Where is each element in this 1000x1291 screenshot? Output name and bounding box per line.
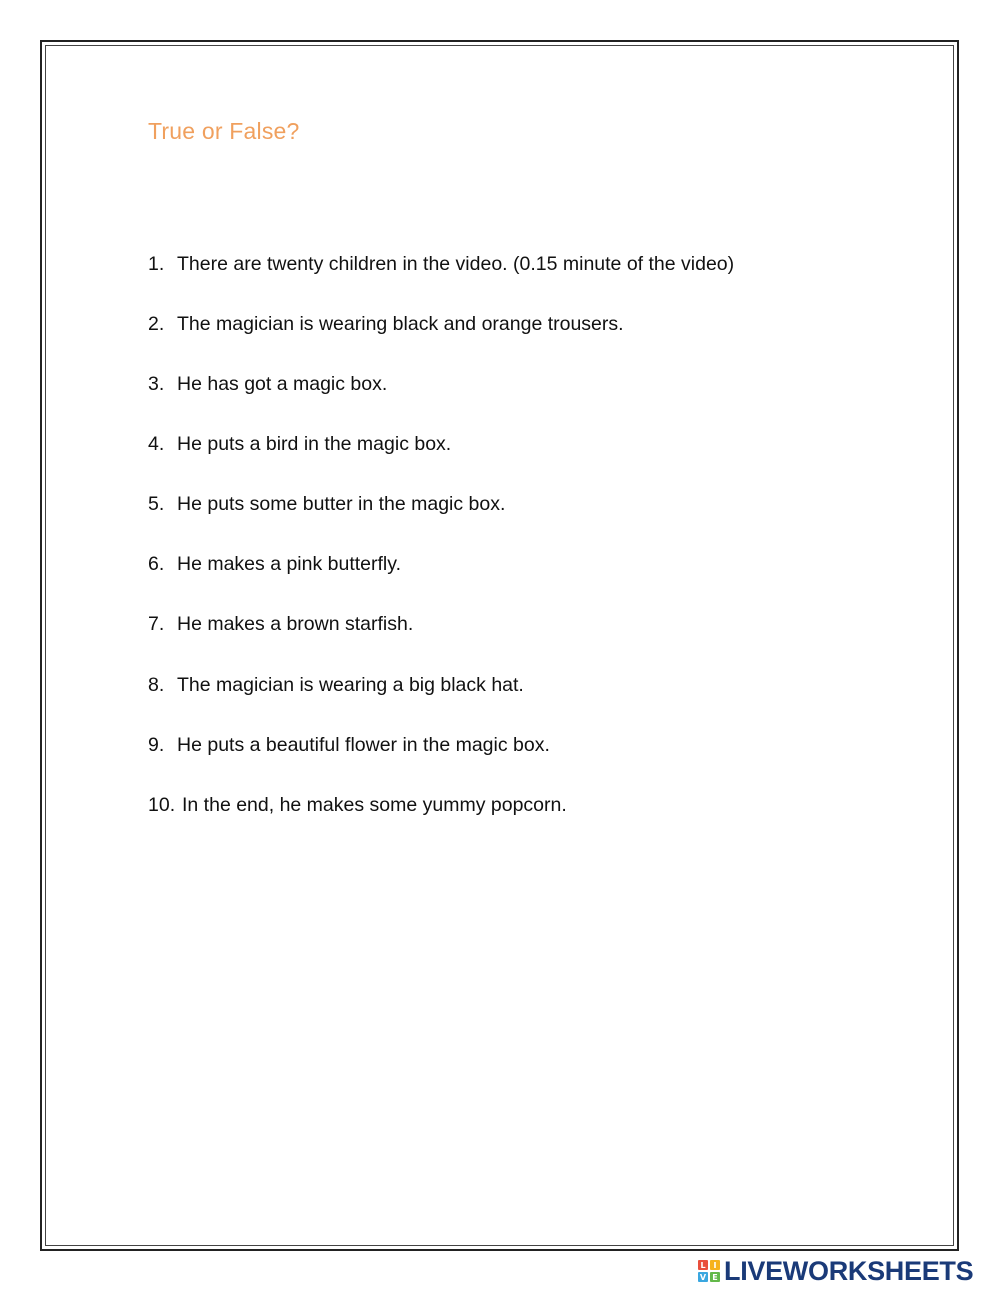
question-text: In the end, he makes some yummy popcorn. — [182, 794, 567, 816]
question-number: 5. — [148, 493, 165, 515]
question-text: He puts a beautiful flower in the magic box. — [177, 734, 550, 756]
question-text: He puts some butter in the magic box. — [177, 493, 506, 515]
question-item-1 — [148, 250, 734, 278]
question-number: 2. — [148, 313, 165, 335]
question-item-9 — [148, 731, 550, 759]
question-number: 8. — [148, 674, 165, 696]
liveworksheets-logo — [698, 1257, 973, 1285]
question-text: There are twenty children in the video. (0.15 minute of the video) — [177, 253, 735, 275]
question-number: 1. — [148, 253, 165, 275]
question-item-5 — [148, 490, 505, 518]
question-number: 3. — [148, 373, 165, 395]
question-item-2 — [148, 310, 624, 338]
question-text: He makes a brown starfish. — [177, 613, 414, 635]
logo-block-e: E — [710, 1272, 720, 1282]
question-number: 10. — [148, 794, 176, 816]
question-text: He puts a bird in the magic box. — [177, 433, 452, 455]
page-border-inner — [45, 45, 954, 1246]
question-text: The magician is wearing black and orange trousers. — [177, 313, 624, 335]
live-blocks-icon — [698, 1260, 720, 1282]
logo-block-i: I — [710, 1260, 720, 1270]
logo-block-l: L — [698, 1260, 708, 1270]
question-item-8 — [148, 671, 524, 699]
question-item-4 — [148, 430, 451, 458]
question-item-3 — [148, 370, 387, 398]
question-number: 9. — [148, 734, 165, 756]
question-number: 7. — [148, 613, 165, 635]
question-number: 4. — [148, 433, 165, 455]
logo-block-v: V — [699, 1272, 707, 1282]
question-item-6 — [148, 550, 401, 578]
question-number: 6. — [148, 553, 165, 575]
question-item-7 — [148, 610, 413, 638]
question-text: He has got a magic box. — [177, 373, 388, 395]
question-item-10 — [148, 791, 567, 819]
page-border — [40, 40, 959, 1251]
question-text: The magician is wearing a big black hat. — [177, 674, 524, 696]
logo-text: LIVEWORKSHEETS — [724, 1255, 974, 1286]
worksheet-title: True or False? — [148, 118, 300, 144]
question-text: He makes a pink butterfly. — [177, 553, 401, 575]
